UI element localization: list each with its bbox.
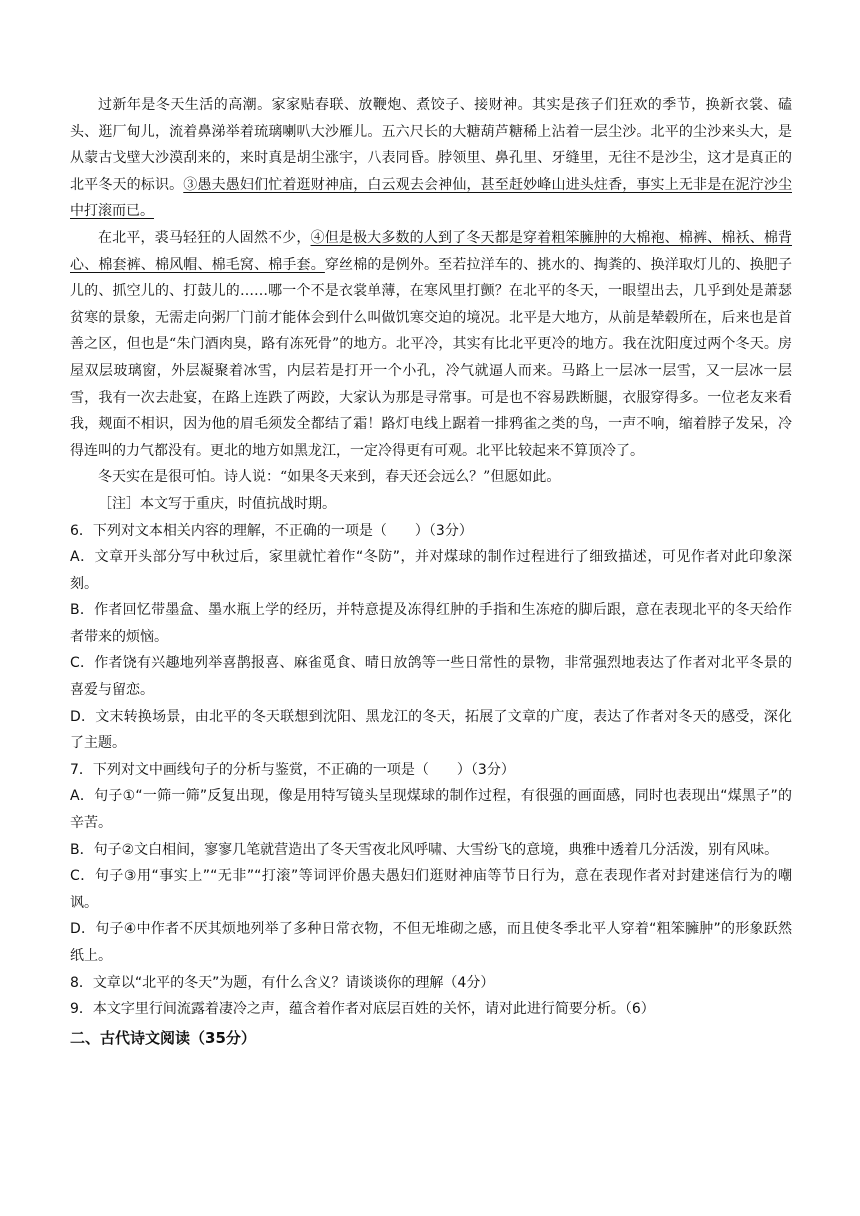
exam-page xyxy=(70,92,792,1051)
question-6-option-c: C．作者饶有兴趣地列举喜鹊报喜、麻雀觅食、晴日放鸽等一些日常性的景物，非常强烈地表达了作者对北平冬景的喜爱与留恋。 xyxy=(70,655,792,699)
question-6: 6．下列对文本相关内容的理解，不正确的一项是（ ）（3分） xyxy=(70,522,473,539)
question-9: 9．本文字里行间流露着凄冷之声，蕴含着作者对底层百姓的关怀，请对此进行简要分析。（6） xyxy=(70,1001,655,1018)
underlined-sentence-3: ③愚夫愚妇们忙着逛财神庙，白云观去会神仙，甚至赶妙峰山进头炷香，事实上无非是在泥泞沙尘中打滚而已。 xyxy=(70,176,792,220)
question-7-option-c: C．句子③用“事实上”“无非”“打滚”等词评价愚夫愚妇们逛财神庙等节日行为，意在表现作者对封建迷信行为的嘲讽。 xyxy=(70,868,792,911)
paragraph-2-lead: 在北平，裘马轻狂的人固然不少， xyxy=(98,229,311,246)
reading-passage xyxy=(70,92,792,518)
question-7-option-a: A．句子①“一筛一筛”反复出现，像是用特写镜头呈现煤球的制作过程，有很强的画面感，同时也表现出“煤黑子”的辛苦。 xyxy=(70,788,792,832)
underlined-sentence-4: ④但是极大多数的人到了冬天都是穿着粗笨臃肿的大棉袍、棉裤、棉袄、棉背心、棉套裤、棉风帽、棉毛窝、棉手套。 xyxy=(70,229,792,273)
question-8: 8．文章以“北平的冬天”为题，有什么含义？请谈谈你的理解（4分） xyxy=(70,974,495,991)
question-6-option-a: A．文章开头部分写中秋过后，家里就忙着作“冬防”，并对煤球的制作过程进行了细致描述，可见作者对此印象深刻。 xyxy=(70,549,792,592)
question-7-option-d: D．句子④中作者不厌其烦地列举了多种日常衣物，不但无堆砌之感，而且使冬季北平人穿着“粗笨臃肿”的形象跃然纸上。 xyxy=(70,921,792,964)
paragraph-1-text: 过新年是冬天生活的高潮。家家贴春联、放鞭炮、煮饺子、接财神。其实是孩子们狂欢的季节，换新衣裳、磕头、逛厂甸儿，流着鼻涕举着琉璃喇叭大沙雁儿。五六尺长的大糖葫芦糖稀上沾着一层尘沙。北平的尘沙来头大，是从蒙古戈壁大沙漠刮来的，来时真是胡尘涨宇，八表同昏。脖领里、鼻孔里、牙缝里，无往不是沙尘，这才是真正的北平冬天的标识。 xyxy=(70,97,792,193)
passage-note: ［注］本文写于重庆，时值抗战时期。 xyxy=(98,495,336,512)
question-6-option-b: B．作者回忆带墨盒、墨水瓶上学的经历，并特意提及冻得红肿的手指和生冻疮的脚后跟，意在表现北平的冬天给作者带来的烦恼。 xyxy=(70,602,792,645)
question-7: 7．下列对文中画线句子的分析与鉴赏，不正确的一项是（ ）（3分） xyxy=(70,761,515,778)
passage-paragraph-2 xyxy=(70,225,792,464)
question-list xyxy=(70,518,792,1023)
section-heading: 二、古代诗文阅读（35分） xyxy=(70,1028,256,1047)
passage-paragraph-3: 冬天实在是很可怕。诗人说：“如果冬天来到，春天还会远么？”但愿如此。 xyxy=(98,469,561,486)
question-7-option-b: B．句子②文白相间，寥寥几笔就营造出了冬天雪夜北风呼啸、大雪纷飞的意境，典雅中透着几分活泼，别有风味。 xyxy=(70,841,779,858)
paragraph-2-body: 穿丝棉的是例外。至若拉洋车的、挑水的、掏粪的、换洋取灯儿的、换肥子儿的、抓空儿的、打鼓儿的……哪一个不是衣裳单薄，在寒风里打颤？在北平的冬天，一眼望出去，几乎到处是萧瑟贫寒的景象，无需走向粥厂门前才能体会到什么叫做饥寒交迫的境况。北平是大地方，从前是辇毂所在，后来也是首善之区，但也是“朱门酒肉臭，路有冻死骨”的地方。北平冷，其实有比北平更冷的地方。我在沈阳度过两个冬天。房屋双层玻璃窗，外层凝聚着冰雪，内层若是打开一个小孔，冷气就逼人而来。马路上一层冰一层雪，又一层冰一层雪，我有一次去赴宴，在路上连跌了两跤，大家认为那是寻常事。可是也不容易跌断腿，衣服穿得多。一位老友来看我，觌面不相识，因为他的眉毛须发全都结了霜！路灯电线上踞着一排鸦雀之类的鸟，一声不响，缩着脖子发呆，冷得连叫的力气都没有。更北的地方如黑龙江，一定冷得更有可观。北平比较起来不算顶冷了。 xyxy=(70,256,793,459)
passage-paragraph-1 xyxy=(70,92,792,225)
question-6-option-d: D．文末转换场景，由北平的冬天联想到沈阳、黑龙江的冬天，拓展了文章的广度，表达了作者对冬天的感受，深化了主题。 xyxy=(70,708,792,752)
